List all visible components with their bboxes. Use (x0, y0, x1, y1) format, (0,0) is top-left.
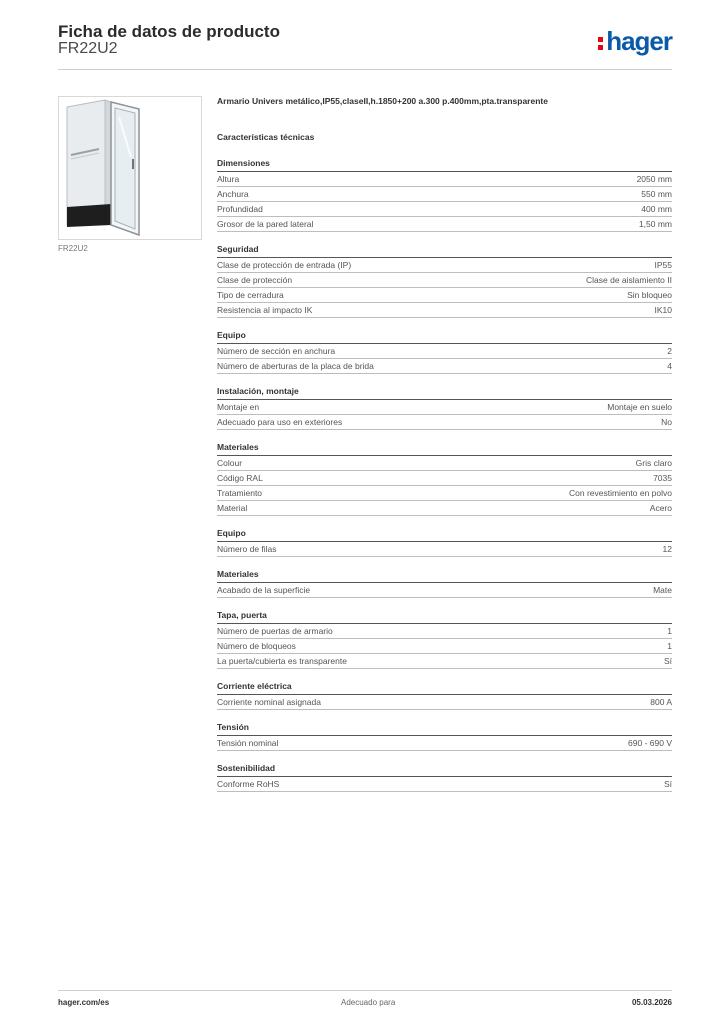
spec-row (217, 624, 672, 639)
logo-dots-icon (598, 37, 603, 50)
spec-section (217, 763, 672, 792)
spec-value: IP55 (654, 260, 672, 270)
spec-label: Colour (217, 458, 243, 468)
spec-row (217, 486, 672, 501)
footer-divider (58, 990, 672, 991)
spec-value: 2050 mm (636, 174, 672, 184)
spec-value: Con revestimiento en polvo (568, 488, 672, 498)
spec-value: 1 (667, 626, 672, 636)
characteristics-heading: Características técnicas (217, 132, 315, 142)
spec-value: 400 mm (641, 204, 672, 214)
page-title: Ficha de datos de producto (58, 22, 280, 41)
spec-label: Número de bloqueos (217, 641, 296, 651)
spec-row (217, 359, 672, 374)
section-title: Tensión (217, 722, 672, 736)
spec-row (217, 217, 672, 232)
spec-label: Montaje en (217, 402, 260, 412)
spec-row (217, 344, 672, 359)
spec-row (217, 501, 672, 516)
spec-label: Clase de protección de entrada (IP) (217, 260, 352, 270)
section-title: Corriente eléctrica (217, 681, 672, 695)
spec-value: Acero (649, 503, 672, 513)
spec-row (217, 542, 672, 557)
spec-value: 800 A (650, 697, 672, 707)
spec-row (217, 736, 672, 751)
section-title: Materiales (217, 442, 672, 456)
spec-row (217, 777, 672, 792)
spec-label: Corriente nominal asignada (217, 697, 321, 707)
spec-label: Material (217, 503, 248, 513)
spec-label: Tratamiento (217, 488, 263, 498)
spec-label: Altura (217, 174, 240, 184)
section-title: Equipo (217, 528, 672, 542)
spec-row (217, 695, 672, 710)
product-description: Armario Univers metálico,IP55,claseII,h.1850+200 a.300 p.400mm,pta.transparente (217, 96, 548, 106)
spec-label: Adecuado para uso en exteriores (217, 417, 343, 427)
product-details (217, 96, 672, 804)
spec-label: Resistencia al impacto IK (217, 305, 313, 315)
spec-value: Clase de aislamiento II (586, 275, 672, 285)
section-title: Tapa, puerta (217, 610, 672, 624)
spec-section (217, 244, 672, 318)
spec-value: 2 (667, 346, 672, 356)
spec-value: No (661, 417, 672, 427)
footer-website-link[interactable]: hager.com/es (58, 998, 110, 1007)
hager-logo[interactable] (598, 26, 672, 56)
spec-label: Clase de protección (217, 275, 293, 285)
spec-label: Grosor de la pared lateral (217, 219, 314, 229)
spec-row (217, 583, 672, 598)
product-image-caption: FR22U2 (58, 244, 88, 253)
section-title: Instalación, montaje (217, 386, 672, 400)
spec-section (217, 158, 672, 232)
footer-note: Adecuado para (341, 998, 396, 1007)
spec-row (217, 288, 672, 303)
spec-section (217, 610, 672, 669)
spec-label: Profundidad (217, 204, 263, 214)
spec-row (217, 456, 672, 471)
spec-label: Número de aberturas de la placa de brida (217, 361, 374, 371)
spec-label: Anchura (217, 189, 249, 199)
spec-value: 690 - 690 V (628, 738, 672, 748)
product-image (58, 96, 202, 240)
spec-label: Tensión nominal (217, 738, 279, 748)
spec-label: Número de puertas de armario (217, 626, 333, 636)
spec-section (217, 442, 672, 516)
spec-row (217, 172, 672, 187)
section-title: Materiales (217, 569, 672, 583)
spec-label: La puerta/cubierta es transparente (217, 656, 347, 666)
spec-value: Mate (653, 585, 672, 595)
spec-value: Gris claro (635, 458, 672, 468)
spec-value: 4 (667, 361, 672, 371)
spec-row (217, 258, 672, 273)
spec-label: Acabado de la superficie (217, 585, 311, 595)
spec-section (217, 681, 672, 710)
spec-label: Código RAL (217, 473, 263, 483)
spec-row (217, 639, 672, 654)
spec-value: 1,50 mm (638, 219, 672, 229)
spec-value: Montaje en suelo (607, 402, 672, 412)
spec-row (217, 273, 672, 288)
spec-row (217, 202, 672, 217)
spec-value: Sí (663, 656, 672, 666)
cabinet-illustration-icon (59, 97, 201, 239)
spec-row (217, 654, 672, 669)
spec-value: IK10 (654, 305, 672, 315)
spec-label: Número de filas (217, 544, 277, 554)
spec-value: Sí (663, 779, 672, 789)
logo-text: hager (606, 26, 672, 56)
spec-value: 550 mm (641, 189, 672, 199)
spec-label: Tipo de cerradura (217, 290, 284, 300)
spec-section (217, 386, 672, 430)
section-title: Equipo (217, 330, 672, 344)
spec-row (217, 415, 672, 430)
section-title: Dimensiones (217, 158, 672, 172)
spec-value: 12 (662, 544, 672, 554)
product-code: FR22U2 (58, 40, 118, 57)
spec-section (217, 330, 672, 374)
spec-label: Número de sección en anchura (217, 346, 336, 356)
section-title: Sostenibilidad (217, 763, 672, 777)
spec-row (217, 187, 672, 202)
spec-section (217, 528, 672, 557)
spec-row (217, 400, 672, 415)
spec-row (217, 303, 672, 318)
spec-value: 1 (667, 641, 672, 651)
spec-sections (217, 158, 672, 792)
header-divider (58, 69, 672, 70)
spec-section (217, 722, 672, 751)
section-title: Seguridad (217, 244, 672, 258)
spec-value: 7035 (653, 473, 672, 483)
footer-date: 05.03.2026 (631, 998, 672, 1007)
spec-section (217, 569, 672, 598)
spec-label: Conforme RoHS (217, 779, 280, 789)
spec-row (217, 471, 672, 486)
spec-value: Sin bloqueo (627, 290, 672, 300)
